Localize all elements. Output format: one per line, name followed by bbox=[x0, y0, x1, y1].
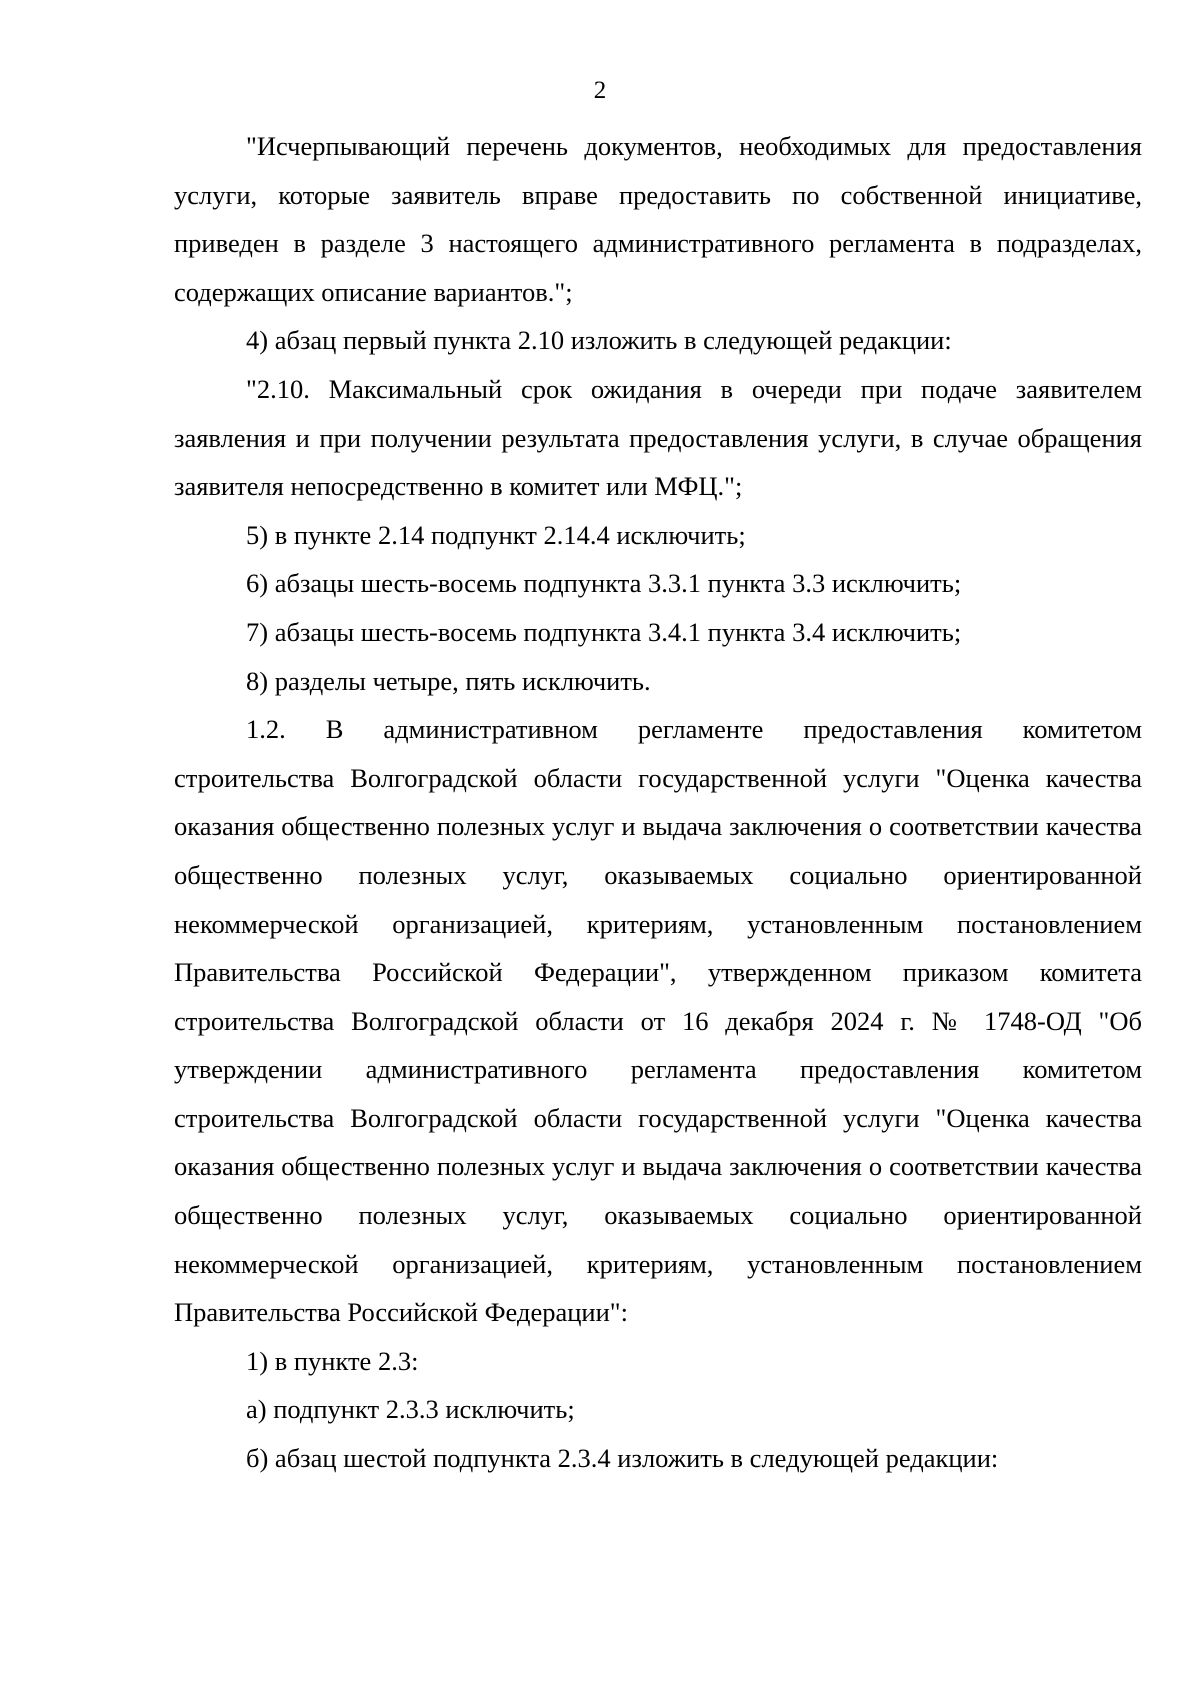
paragraph-section-1-2: 1.2. В административном регламенте предоставления комитетом строительства Волгоградской области государственной услуги "Оценка качества оказания общественно полезных услуг и выдача заключения о соответствии качества общественно полезных услуг, оказываемых социально ориентированной некоммерческой организацией, критериям, установленным постановлением Правительства Российской Федерации", утвержденном приказом комитета строительства Волгоградской области от 16 декабря 2024 г. № 1748-ОД "Об утверждении административного регламента предоставления комитетом строительства Волгоградской области государственной услуги "Оценка качества оказания общественно полезных услуг и выдача заключения о соответствии качества общественно полезных услуг, оказываемых социально ориентированной некоммерческой организацией, критериям, установленным постановлением Правительства Российской Федерации": bbox=[174, 714, 1142, 1328]
paragraph-item-7: 7) абзацы шесть-восемь подпункта 3.4.1 пункта 3.4 исключить; bbox=[246, 616, 962, 647]
paragraph-item-8: 8) разделы четыре, пять исключить. bbox=[246, 665, 651, 696]
paragraph-sub-item-1: 1) в пункте 2.3: bbox=[246, 1345, 419, 1376]
paragraph-item-4: 4) абзац первый пункта 2.10 изложить в следующей редакции: bbox=[246, 325, 952, 356]
paragraph-sub-item-b: б) абзац шестой подпункта 2.3.4 изложить в следующей редакции: bbox=[246, 1443, 999, 1474]
paragraph-item-6: 6) абзацы шесть-восемь подпункта 3.3.1 пункта 3.3 исключить; bbox=[246, 568, 962, 599]
paragraph-sub-item-a: а) подпункт 2.3.3 исключить; bbox=[246, 1394, 575, 1425]
document-body bbox=[174, 122, 1142, 1483]
paragraph-item-5: 5) в пункте 2.14 подпункт 2.14.4 исключить; bbox=[246, 519, 746, 550]
paragraph-list-of-documents-quote: "Исчерпывающий перечень документов, необходимых для предоставления услуги, которые заявитель вправе предоставить по собственной инициативе, приведен в разделе 3 настоящего административного регламента в подразделах, содержащих описание вариантов."; bbox=[174, 131, 1142, 307]
page-number: 2 bbox=[593, 77, 607, 104]
paragraph-item-2-10-quote: "2.10. Максимальный срок ожидания в очереди при подаче заявителем заявления и при получении результата предоставления услуги, в случае обращения заявителя непосредственно в комитет или МФЦ."; bbox=[174, 373, 1142, 502]
